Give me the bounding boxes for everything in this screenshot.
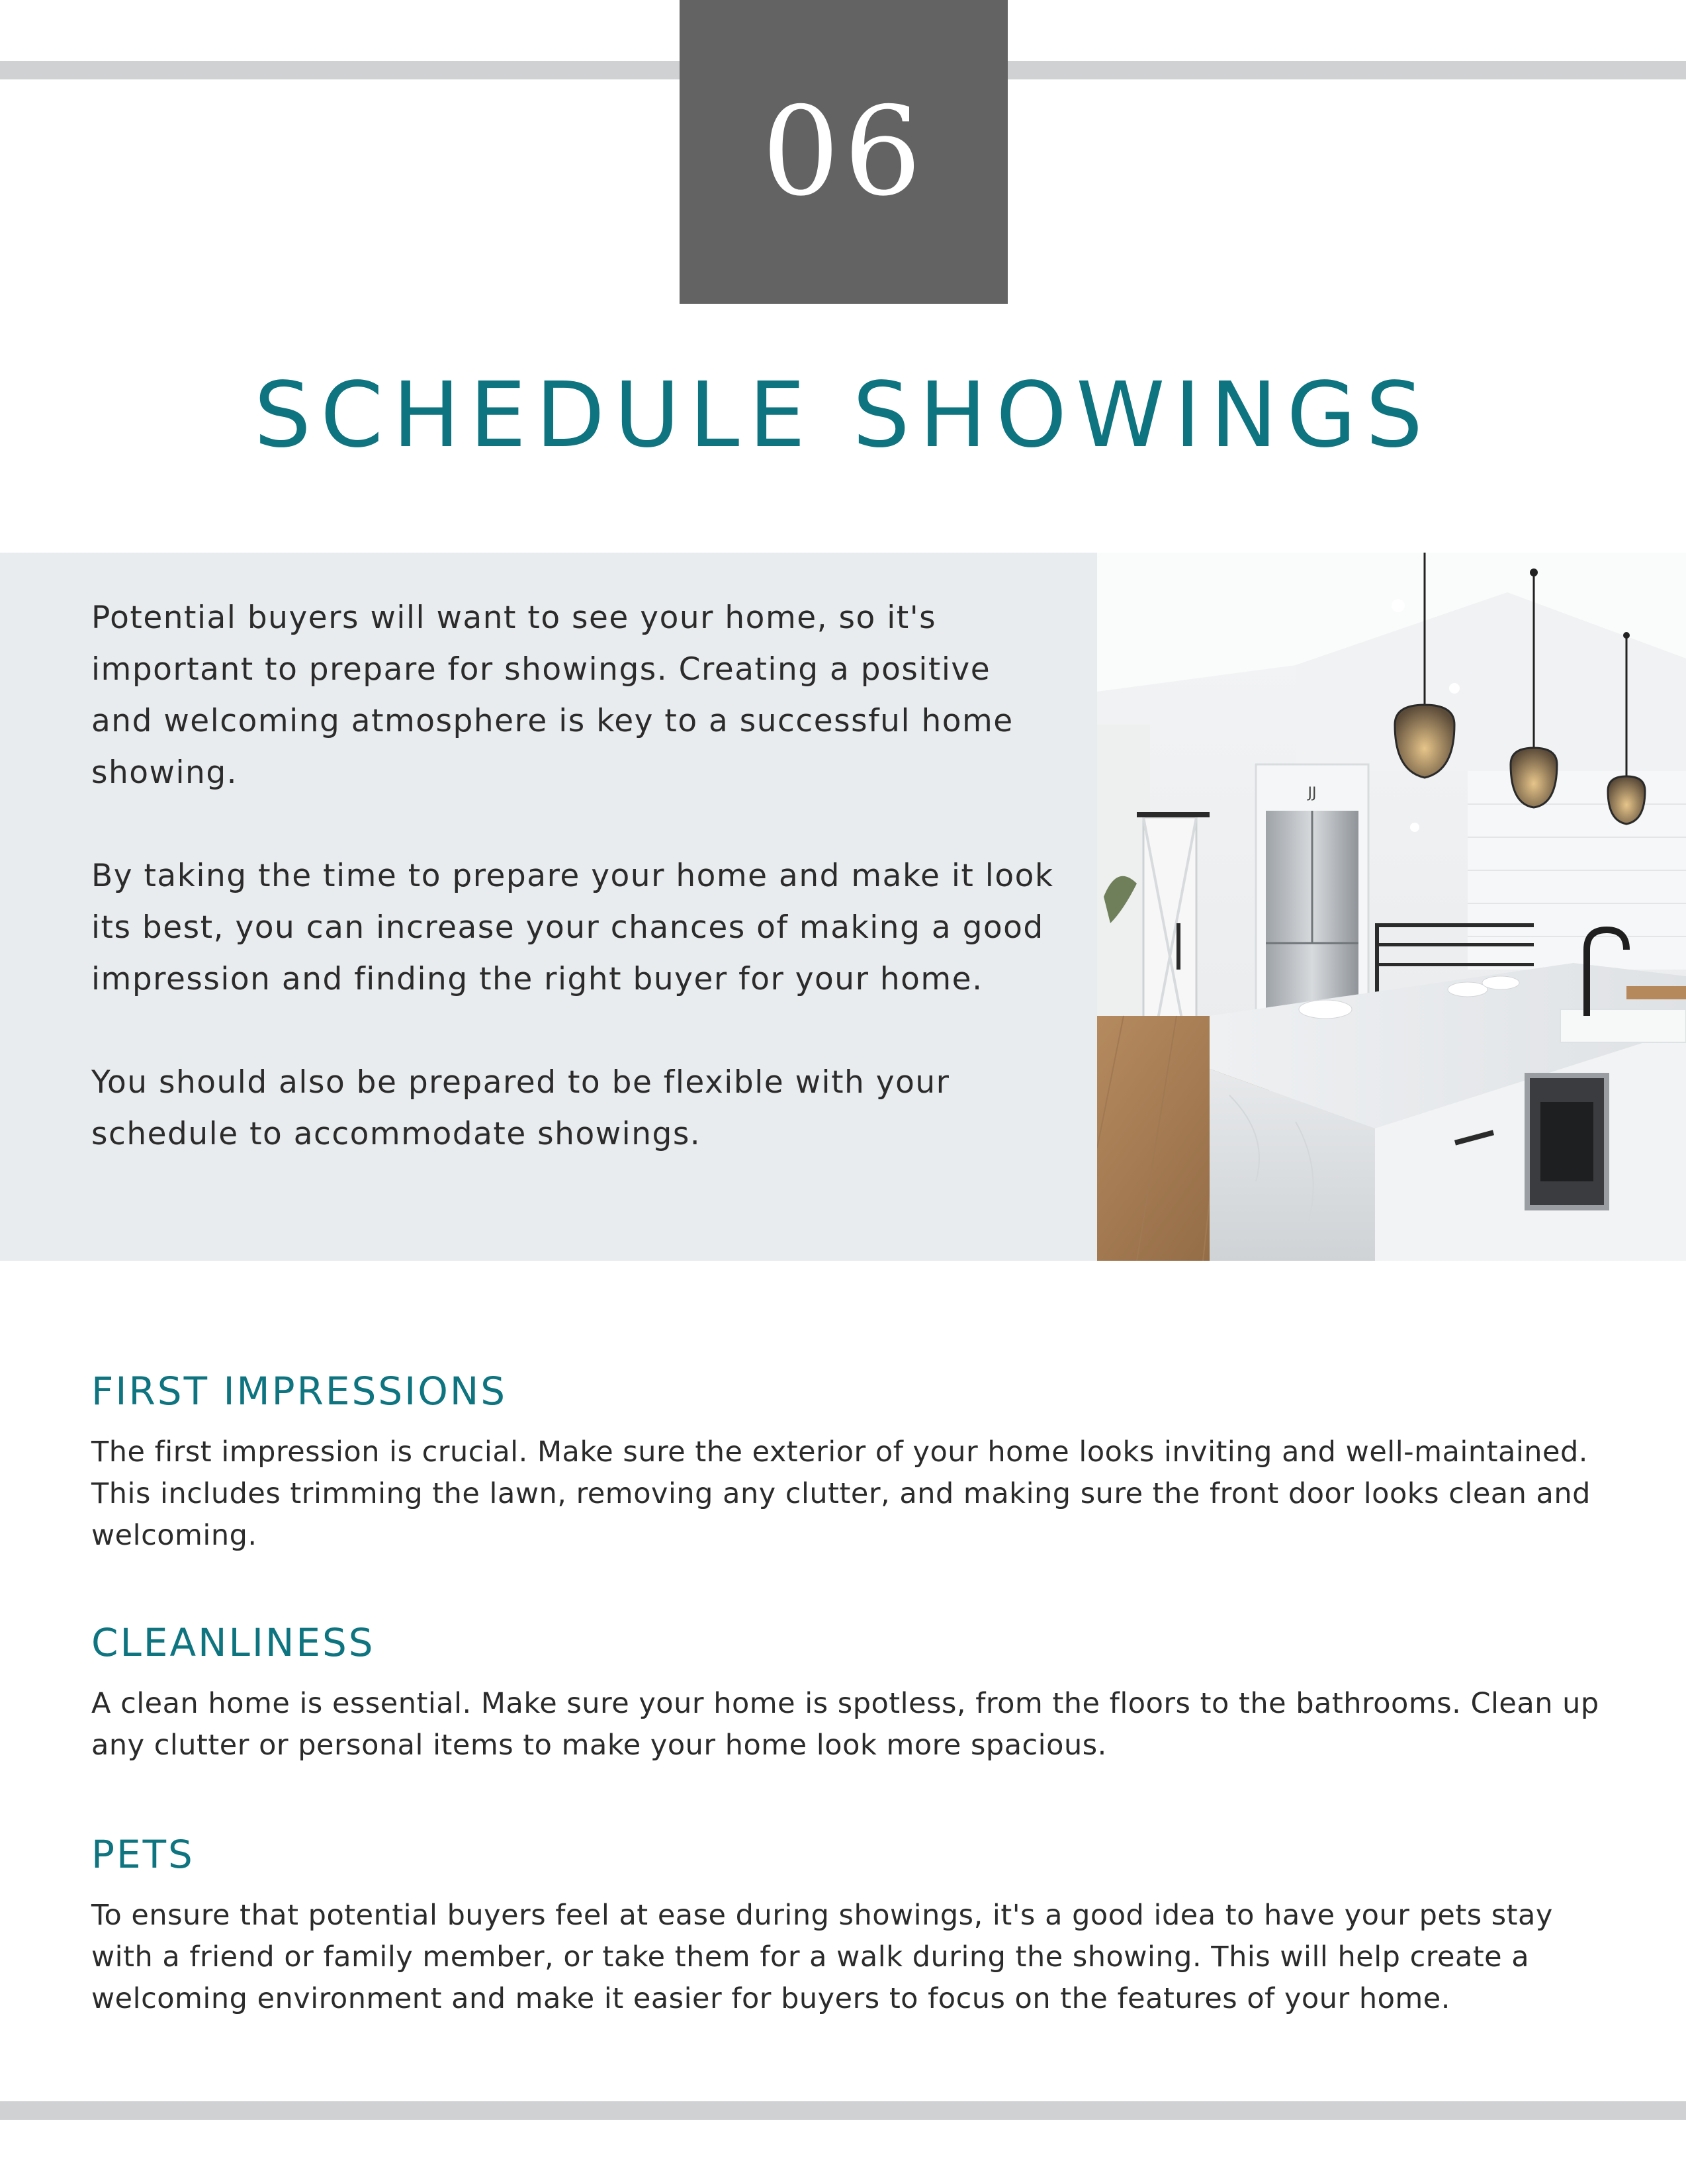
section-heading-pets: PETS [91, 1832, 195, 1877]
section-body-pets: To ensure that potential buyers feel at ease during showings, it's a good idea to have your pets stay with a friend or family member, or take them for a walk during the showing. This will help create a welcoming environment and make it easier for buyers to focus on the features of your home. [91, 1899, 1553, 2015]
kitchen-photo [1097, 553, 1686, 1261]
intro-paragraph: By taking the time to prepare your home and make it look its best, you can increase your chances of making a good impression and finding the right buyer for your home. [91, 858, 1054, 997]
intro-paragraph: You should also be prepared to be flexible with your schedule to accommodate showings. [91, 1064, 950, 1152]
chapter-number: 06 [762, 80, 926, 223]
bottom-divider [0, 2101, 1686, 2120]
svg-text:JJ: JJ [1308, 785, 1317, 801]
section-heading-cleanliness: CLEANLINESS [91, 1620, 375, 1665]
section-body-cleanliness: A clean home is essential. Make sure your home is spotless, from the floors to the bathrooms. Clean up any clutter or personal items to make your home look more spacious. [91, 1687, 1599, 1762]
section-heading-first-impressions: FIRST IMPRESSIONS [91, 1369, 508, 1414]
intro-paragraph: Potential buyers will want to see your home, so it's important to prepare for showings. Creating a positive and welcoming atmosphere is key to a successful home showing. [91, 600, 1014, 791]
chapter-number-box [680, 0, 1008, 304]
section-body-first-impressions: The first impression is crucial. Make sure the exterior of your home looks inviting and well-maintained. This includes trimming the lawn, removing any clutter, and making sure the front door looks clean and welcoming. [91, 1435, 1591, 1552]
intro-text [91, 592, 1057, 1212]
page-title: SCHEDULE SHOWINGS [253, 363, 1433, 468]
